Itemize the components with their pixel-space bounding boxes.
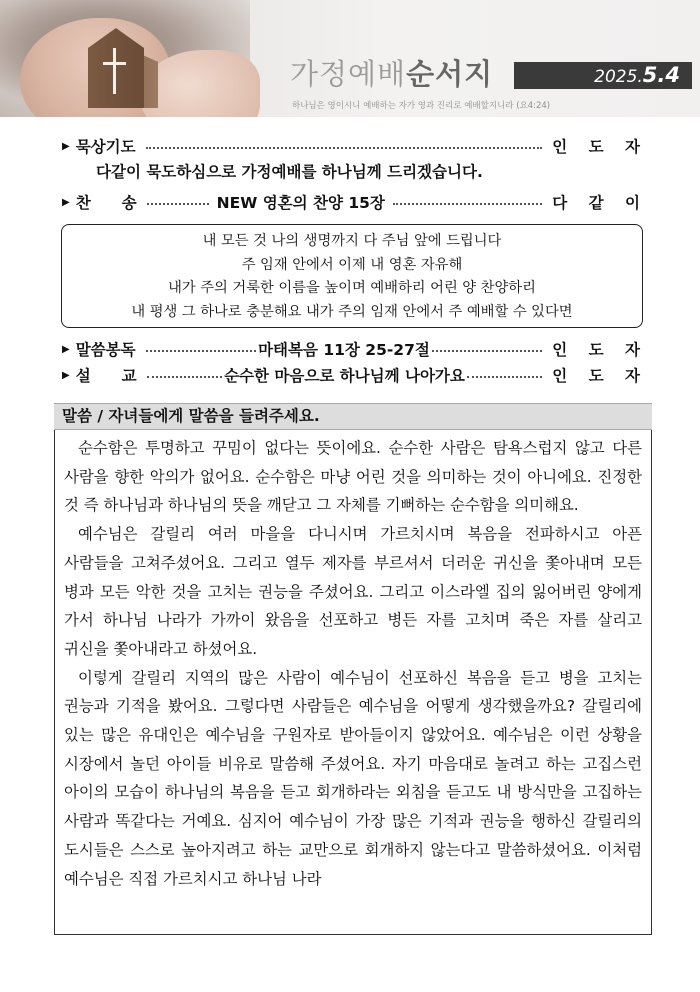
leader-dots: [146, 143, 543, 149]
order-scripture: [62, 337, 648, 361]
order-sermon: [62, 363, 648, 387]
title-light: 가정예배: [290, 57, 407, 91]
order-leader: 다 같 이: [552, 194, 648, 212]
triangle-bullet-icon: ▶: [62, 343, 70, 355]
message-paragraph: 예수님은 갈릴리 여러 마을을 다니시며 가르치시며 복음을 전파하시고 아픈 사람들을 고쳐주셨어요. 그리고 열두 제자를 부르셔서 더러운 귀신을 쫓아내며 모든 병과 모든 악한 것을 고치는 권능을 주셨어요. 그리고 이스라엘 집의 잃어버린 양에게 가서 하나님 나라가 가까이 왔음을 선포하고 병든 자를 고치며 죽은 자를 살리고 귀신을 쫓아내라고 하셨어요.: [64, 525, 642, 658]
header-verse: 하나님은 영이시니 예배하는 자가 영과 진리로 예배할지니라 (요4:24): [292, 101, 551, 111]
hymn-lyrics-box: [61, 224, 643, 328]
order-leader: 인 도 자: [552, 341, 648, 359]
sermon-title: 순수한 마음으로 하나님께 나아가요: [224, 367, 465, 385]
message-paragraph: 순수함은 투명하고 꾸밈이 없다는 뜻이에요. 순수한 사람은 탐욕스럽지 않고 다른 사람을 향한 악의가 없어요. 순수함은 마냥 어린 것을 의미하는 것이 아니에요. 진정한 것 즉 하나님과 하나님의 뜻을 깨닫고 그 자체를 기뻐하는 순수함을 의미해요.: [64, 439, 642, 515]
cross-icon-bar: [103, 62, 126, 65]
cross-icon: [113, 48, 116, 94]
message-body: [54, 430, 652, 935]
banner-photo: [0, 0, 250, 117]
scripture-reference: 마태복음 11장 25-27절: [258, 341, 430, 359]
date-badge: [514, 62, 692, 89]
order-label: 말씀봉독: [75, 341, 136, 359]
order-label: 찬 송: [75, 194, 137, 212]
header-banner: [0, 0, 700, 117]
order-leader: 인 도 자: [552, 138, 648, 156]
sermon-line: [147, 364, 543, 386]
order-label: 설 교: [75, 367, 137, 385]
page-title: [290, 52, 493, 93]
triangle-bullet-icon: ▶: [62, 369, 70, 381]
triangle-bullet-icon: ▶: [62, 140, 70, 152]
hymn-lyric-line: 내 평생 그 하나로 충분해요 내가 주의 임재 안에서 주 예배할 수 있다면: [131, 303, 573, 320]
hymn-title-line: [147, 191, 543, 213]
scripture-line: [146, 338, 543, 360]
message-heading: 말씀 / 자녀들에게 말씀을 들려주세요.: [54, 403, 652, 430]
order-leader: 인 도 자: [552, 367, 648, 385]
date-year: 2025.: [594, 67, 643, 87]
message-paragraph: 이렇게 갈릴리 지역의 많은 사람이 예수님이 선포하신 복음을 듣고 병을 고치는 권능과 기적을 봤어요. 그렇다면 사람들은 예수님을 어떻게 생각했을까요? 갈릴리에 있는 많은 유대인은 예수님을 구원자로 받아들이지 않았어요. 예수님은 이런 상황을 시장에서 놀던 아이들 비유로 말씀해 주셨어요. 자기 마음대로 놀려고 하는 고집스런 아이의 모습이 하나님의 복음을 듣고 회개하라는 외침을 듣고도 내 방식만을 고집하는 사람과 똑같다는 거예요. 심지어 예수님이 가장 많은 기적과 권능을 행하신 갈릴리의 도시들은 스스로 높아지려고 하는 교만으로 회개하지 않는다고 말씀하셨어요. 이처럼 예수님은 직접 가르치시고 하나님 나라: [64, 668, 642, 888]
invitation-text: 다같이 묵도하심으로 가정예배를 하나님께 드리겠습니다.: [96, 163, 483, 181]
hymn-title: NEW 영혼의 찬양 15장: [216, 194, 385, 212]
order-silent-prayer: [62, 134, 648, 158]
hymn-lyric-line: 주 임재 안에서 이제 내 영혼 자유해: [241, 256, 463, 273]
order-label: 묵상기도: [75, 138, 136, 156]
hymn-lyric-line: 내 모든 것 나의 생명까지 다 주님 앞에 드립니다: [202, 233, 502, 249]
title-bold: 순서지: [406, 57, 494, 91]
date-month-day: 5.4: [642, 63, 680, 87]
hymn-lyric-line: 내가 주의 거룩한 이름을 높이며 예배하리 어린 양 찬양하리: [168, 280, 536, 296]
triangle-bullet-icon: ▶: [62, 196, 70, 208]
order-hymn: [62, 190, 648, 214]
